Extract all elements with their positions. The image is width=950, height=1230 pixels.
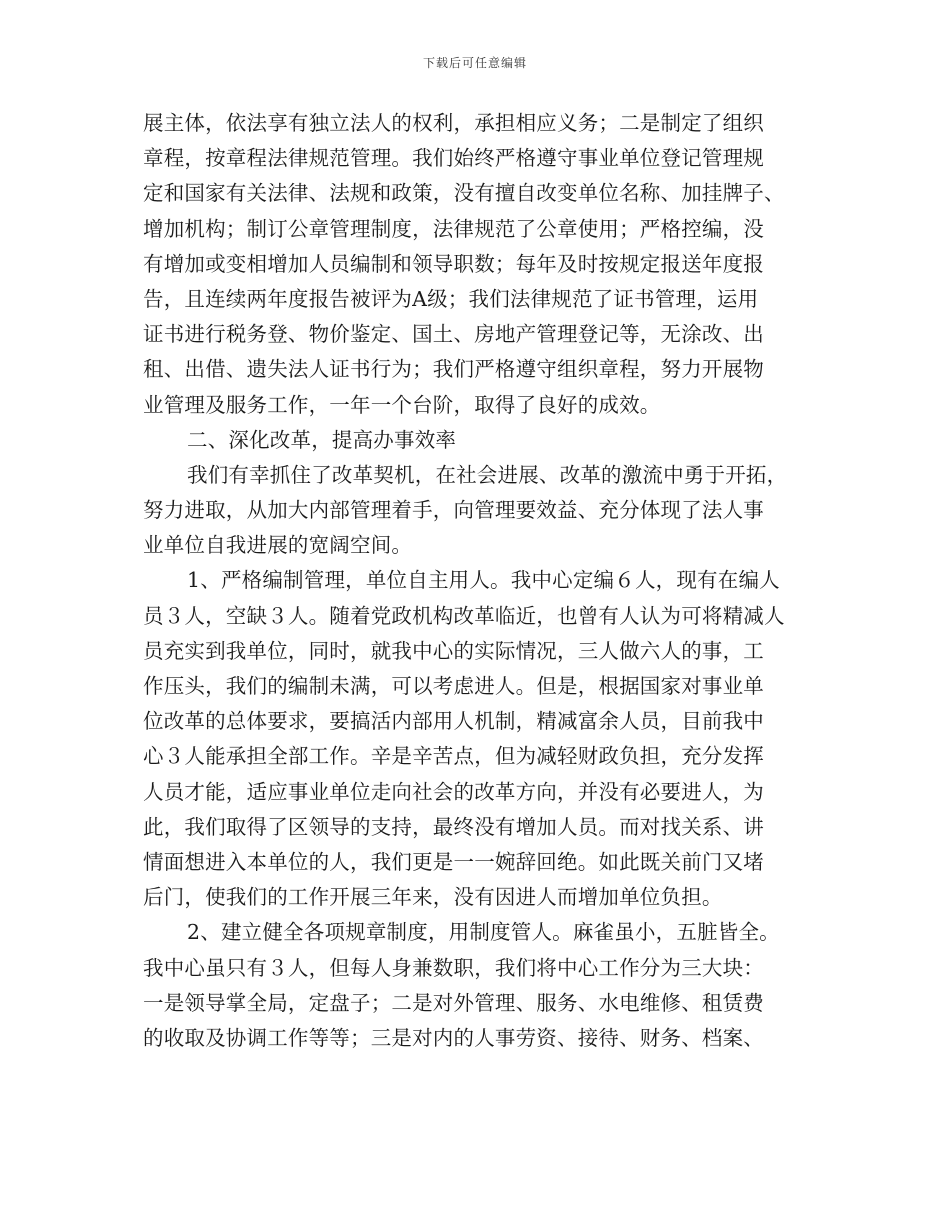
text-line: 人员才能，适应事业单位走向社会的改革方向，并没有必要进人，为 <box>143 779 764 804</box>
text-line: 2、建立健全各项规章制度，用制度管人。麻雀虽小，五脏皆全。 <box>187 920 780 945</box>
text-line: 心３人能承担全部工作。辛是辛苦点，但为减轻财政负担，充分发挥 <box>143 744 764 769</box>
text-line: 定和国家有关法律、法规和政策，没有擅自改变单位名称、加挂牌子、 <box>143 181 785 206</box>
text-line: 我中心虽只有３人，但每人身兼数职，我们将中心工作分为三大块： <box>143 955 764 980</box>
page-header: 下载后可任意编辑 <box>422 56 527 70</box>
document-body <box>143 106 815 1056</box>
text-line: 员３人，空缺３人。随着党政机构改革临近，也曾有人认为可将精减人 <box>143 603 785 628</box>
text-line: 二、深化改革，提高办事效率 <box>187 427 457 452</box>
text-line: 证书进行税务登、物价鉴定、国土、房地产管理登记等，无涂改、出 <box>143 322 764 347</box>
text-line: 努力进取，从加大内部管理着手，向管理要效益、充分体现了法人事 <box>143 498 764 523</box>
text-line: 租、出借、遗失法人证书行为；我们严格遵守组织章程，努力开展物 <box>143 357 764 382</box>
text-line: 位改革的总体要求，要搞活内部用人机制，精减富余人员，目前我中 <box>143 709 764 734</box>
text-line: 后门，使我们的工作开展三年来，没有因进人而增加单位负担。 <box>143 885 723 910</box>
text-line: 业管理及服务工作，一年一个台阶，取得了良好的成效。 <box>143 392 661 417</box>
text-line: 我们有幸抓住了改革契机，在社会进展、改革的激流中勇于开拓， <box>187 462 788 487</box>
text-line: 此，我们取得了区领导的支持，最终没有增加人员。而对找关系、讲 <box>143 814 764 839</box>
text-line: 展主体，依法享有独立法人的权利，承担相应义务；二是制定了组织 <box>143 111 764 135</box>
text-line: 增加机构；制订公章管理制度，法律规范了公章使用；严格控编，没 <box>143 216 764 241</box>
text-line: 作压头，我们的编制未满，可以考虑进人。但是，根据国家对事业单 <box>143 674 764 698</box>
text-line: 员充实到我单位，同时，就我中心的实际情况，三人做六人的事，工 <box>143 638 764 663</box>
text-line: 情面想进入本单位的人，我们更是一一婉辞回绝。如此既关前门又堵 <box>143 849 764 874</box>
text-line: 的收取及协调工作等等；三是对内的人事劳资、接待、财务、档案、 <box>143 1025 764 1050</box>
text-line: 有增加或变相增加人员编制和领导职数；每年及时按规定报送年度报 <box>143 251 764 276</box>
text-line: 一是领导掌全局，定盘子；二是对外管理、服务、水电维修、租赁费 <box>143 990 764 1015</box>
text-line: 1、严格编制管理，单位自主用人。我中心定编６人，现有在编人 <box>187 568 780 593</box>
text-line: 业单位自我进展的宽阔空间。 <box>143 533 413 558</box>
text-line: 章程，按章程法律规范管理。我们始终严格遵守事业单位登记管理规 <box>143 146 764 171</box>
text-line: 告，且连续两年度报告被评为A级；我们法律规范了证书管理，运用 <box>143 286 759 311</box>
